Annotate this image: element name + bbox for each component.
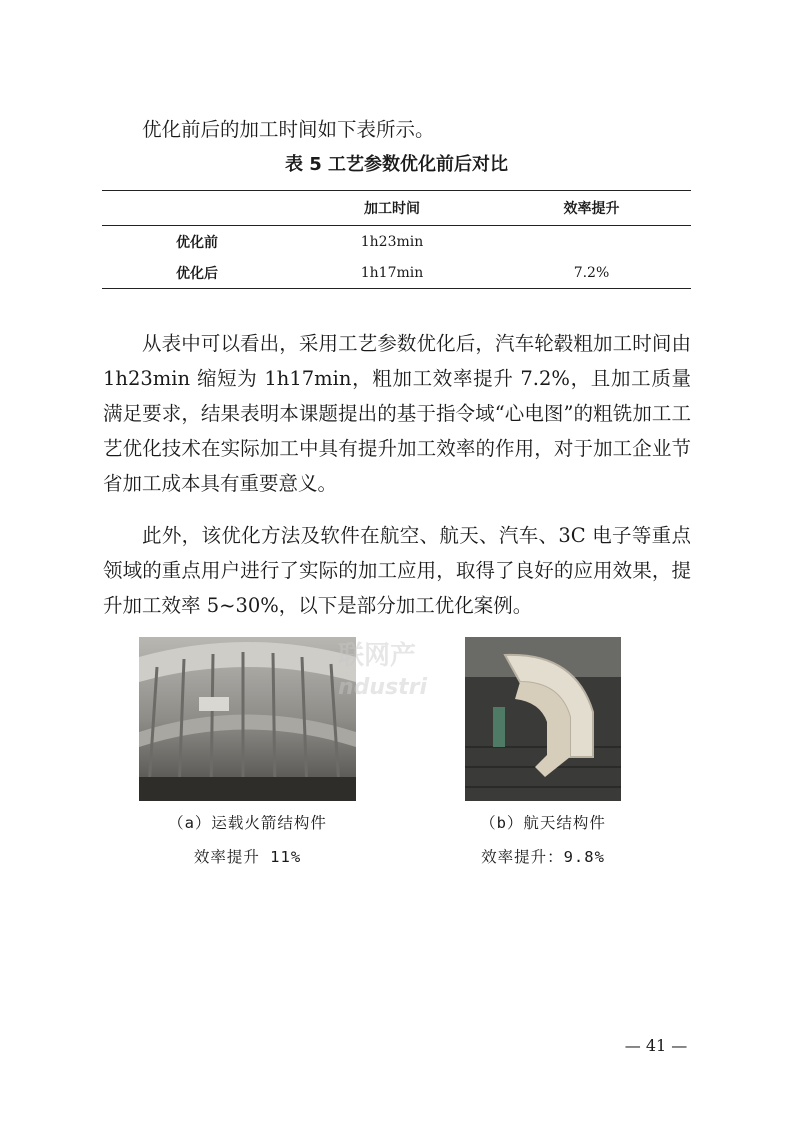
table-title: 表 5 工艺参数优化前后对比 bbox=[284, 154, 509, 175]
figure-b-gain: 效率提升：9.8% bbox=[481, 848, 605, 866]
header-gain: 效率提升 bbox=[492, 191, 691, 226]
comparison-table bbox=[102, 190, 691, 289]
table-header-row bbox=[102, 191, 691, 226]
intro-paragraph: 优化前后的加工时间如下表所示。 bbox=[142, 118, 435, 141]
figure-a-caption: （a）运载火箭结构件 bbox=[168, 814, 327, 832]
result-paragraph: 从表中可以看出，采用工艺参数优化后，汽车轮毂粗加工时间由 1h23min 缩短为 1h17min，粗加工效率提升 7.2%，且加工质量满足要求，结果表明本课题提出的基于指令域“心电图”的粗铣加工工艺优化技术在实际加工中具有提升加工效率的作用，对于加工企业节省加工成本具有重要意义。 bbox=[103, 332, 691, 495]
table-row bbox=[102, 257, 691, 289]
row-label: 优化后 bbox=[102, 257, 292, 289]
watermark-line-1: 联网产 bbox=[338, 641, 417, 671]
aerospace-part-photo bbox=[465, 637, 621, 801]
figure-b-caption: （b）航天结构件 bbox=[480, 814, 606, 832]
row-gain: 7.2% bbox=[492, 257, 691, 289]
page-number: — 41 — bbox=[624, 1036, 688, 1055]
header-time: 加工时间 bbox=[292, 191, 492, 226]
row-time: 1h17min bbox=[292, 257, 492, 289]
watermark-line-2: ndustri bbox=[338, 675, 428, 700]
row-time: 1h23min bbox=[360, 233, 424, 250]
rocket-part-photo bbox=[139, 637, 356, 801]
row-label: 优化前 bbox=[176, 234, 218, 251]
application-paragraph: 此外，该优化方法及软件在航空、航天、汽车、3C 电子等重点领域的重点用户进行了实际的加工应用，取得了良好的应用效果，提升加工效率 5~30%，以下是部分加工优化案例。 bbox=[103, 524, 691, 617]
header-empty bbox=[102, 191, 292, 226]
table-row bbox=[102, 226, 691, 258]
row-gain bbox=[492, 226, 691, 258]
figure-a-gain: 效率提升 11% bbox=[193, 848, 302, 866]
